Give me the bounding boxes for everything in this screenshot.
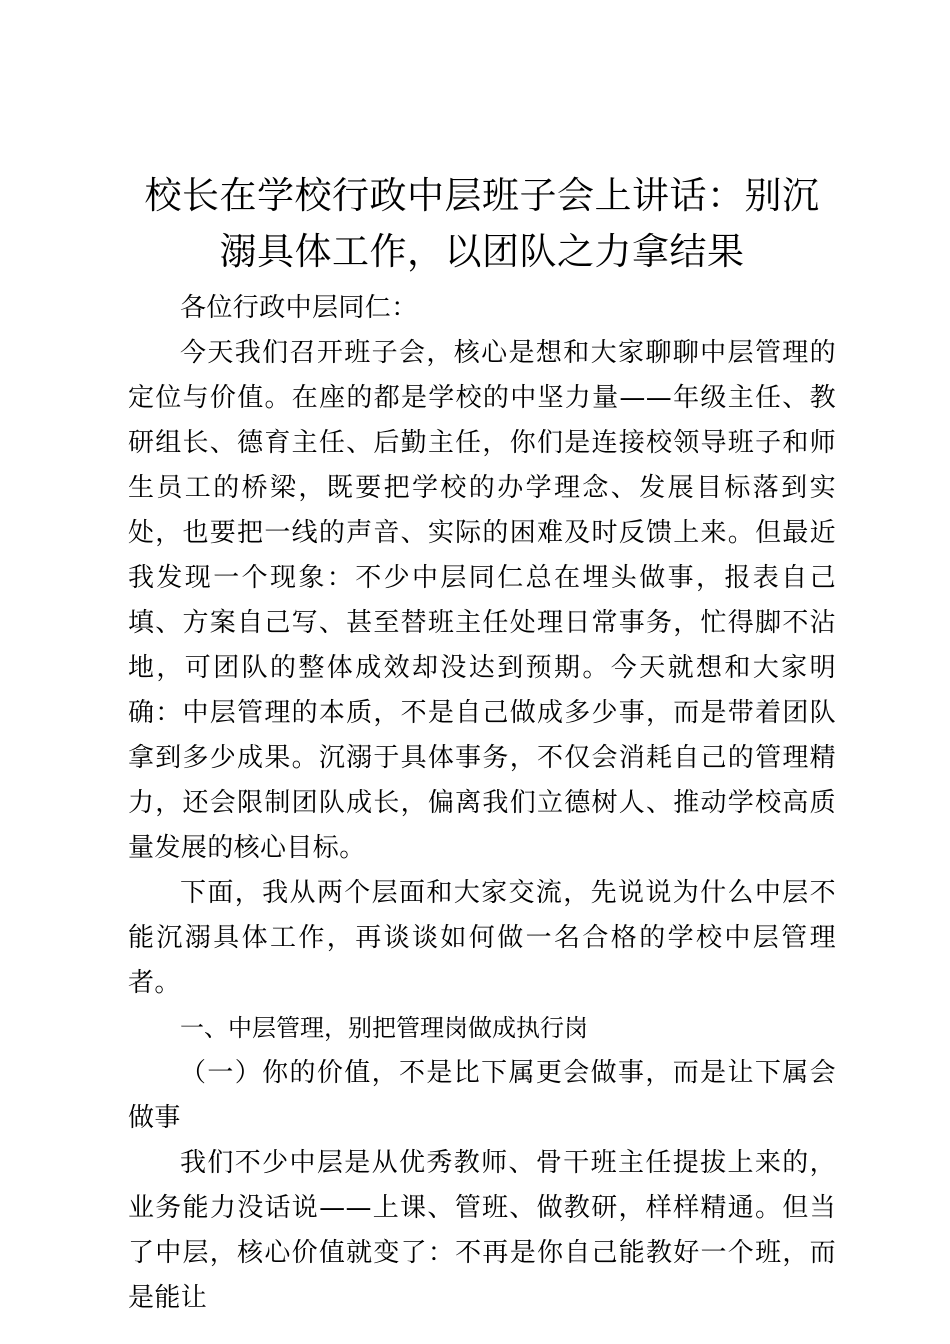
paragraph-outline: 下面，我从两个层面和大家交流，先说说为什么中层不能沉溺具体工作，再谈谈如何做一名合格的学校中层管理者。 [128, 878, 836, 998]
document-title: 校长在学校行政中层班子会上讲话：别沉溺具体工作，以团队之力拿结果 [144, 174, 820, 273]
document-page [128, 168, 836, 1321]
paragraph-intro: 今天我们召开班子会，核心是想和大家聊聊中层管理的定位与价值。在座的都是学校的中坚力量——年级主任、教研组长、德育主任、后勤主任，你们是连接校领导班子和师生员工的桥梁，既要把学校的办学理念、发展目标落到实处，也要把一线的声音、实际的困难及时反馈上来。但最近我发现一个现象：不少中层同仁总在埋头做事，报表自己填、方案自己写、甚至替班主任处理日常事务，忙得脚不沾地，可团队的整体成效却没达到预期。今天就想和大家明确：中层管理的本质，不是自己做成多少事，而是带着团队拿到多少成果。沉溺于具体事务，不仅会消耗自己的管理精力，还会限制团队成长，偏离我们立德树人、推动学校高质量发展的核心目标。 [128, 338, 836, 863]
subsection-heading: （一）你的价值，不是比下属更会做事，而是让下属会做事 [128, 1058, 836, 1133]
paragraph-body: 我们不少中层是从优秀教师、骨干班主任提拔上来的，业务能力没话说——上课、管班、做教研，样样精通。但当了中层，核心价值就变了：不再是你自己能教好一个班，而是能让 [128, 1148, 836, 1313]
salutation: 各位行政中层同仁： [180, 293, 418, 323]
section-heading: 一、中层管理，别把管理岗做成执行岗 [180, 1014, 588, 1042]
